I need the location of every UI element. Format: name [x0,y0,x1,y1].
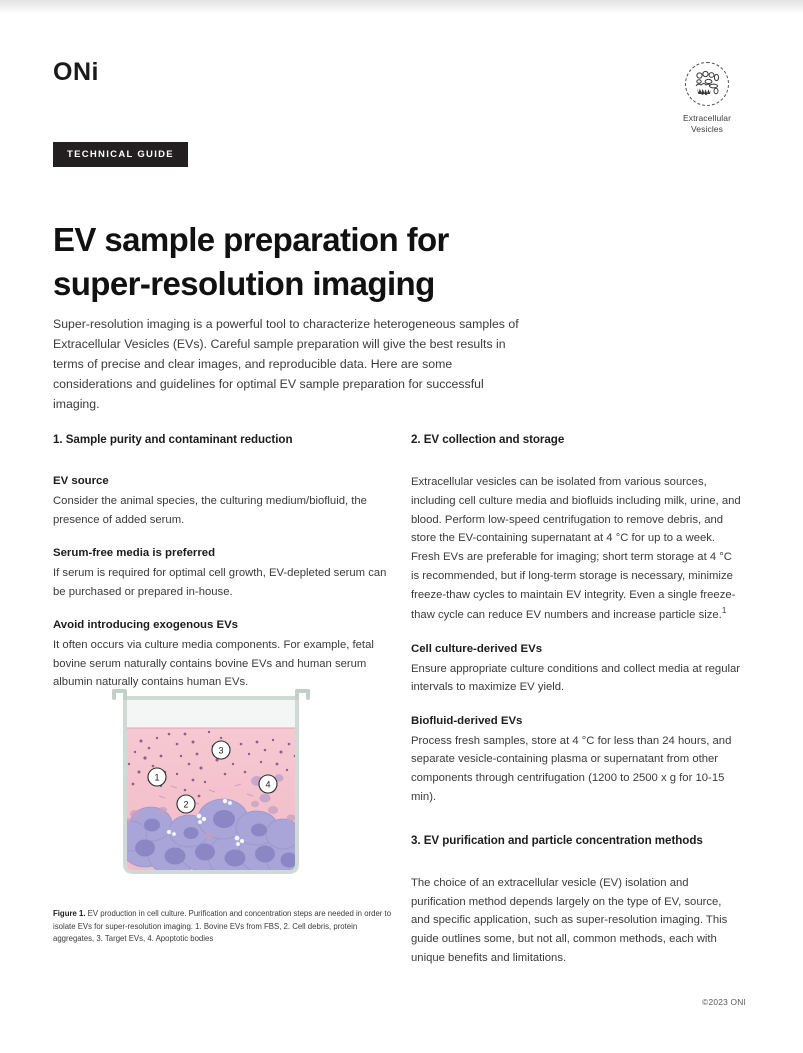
flask-graphic [105,686,317,886]
right-block-1-text: Ensure appropriate culture conditions and collect media at regular intervals to maximize EV yield. [411,662,741,694]
column-spacer [411,823,741,833]
section-1-heading: 1. Sample purity and contaminant reduction [53,433,293,446]
vesicles-glyph [686,63,728,105]
left-block-2-heading: Serum-free media is preferred [53,547,216,560]
ev-badge-caption-line2: Vesicles [691,124,723,135]
right-block-2-text: Process fresh samples, store at 4 °C for less than 24 hours, and separate vesicle-containing plasma or supernatant from other components through centrifugation (1200 to 2500 x g for 10-15 min). [411,734,732,803]
left-block-1-text: Consider the animal species, the culturing medium/biofluid, the presence of added serum. [53,494,367,526]
svg-text:4: 4 [265,779,271,790]
section-3-text: The choice of an extracellular vesicle (EV) isolation and purification method depends largely on the type of EV, source, and specific application, such as super-resolution imaging. This guide outlines some, but not all, common methods, each with unique benefits and limitations. [411,876,728,964]
figure-caption-label: Figure 1. [53,909,86,918]
oni-logo: ONi [53,58,99,86]
page-title-line2: super-resolution imaging [53,264,435,302]
technical-guide-tag: TECHNICAL GUIDE [53,142,188,167]
page-title [53,218,573,306]
svg-text:3: 3 [218,745,224,756]
right-block-2-heading: Biofluid-derived EVs [411,715,523,728]
footnote-marker: 1 [721,606,727,616]
extracellular-vesicles-icon [685,62,729,106]
left-column [53,432,393,708]
extracellular-vesicles-badge [664,62,750,136]
figure-caption [53,908,393,946]
right-block-2 [411,713,741,807]
cell-culture-flask-illustration [105,686,317,891]
left-block-1 [53,473,393,529]
svg-text:2: 2 [183,799,189,810]
left-block-1-heading: EV source [53,475,109,488]
section-2-intro-text [411,473,741,625]
copyright-footer: ©2023 ONI [702,997,746,1007]
left-block-3 [53,617,393,692]
left-block-3-heading: Avoid introducing exogenous EVs [53,619,239,632]
left-block-2-text: If serum is required for optimal cell growth, EV-depleted serum can be purchased or prepared in-house. [53,566,387,598]
svg-text:1: 1 [154,772,160,783]
right-column [411,432,741,984]
section-2-heading: 2. EV collection and storage [411,433,565,446]
intro-paragraph: Super-resolution imaging is a powerful tool to characterize heterogeneous samples of Extracellular Vesicles (EVs). Careful sample preparation will give the best results in terms of precise and clear images, and reproducible data. Here are some considerations and guidelines for optimal EV sample preparation for successful imaging. [53,317,519,411]
figure-caption-text: EV production in cell culture. Purification and concentration steps are needed in order to isolate EVs for super-resolution imaging. 1. Bovine EVs from FBS, 2. Cell debris, protein aggregates, 3. Target EVs, 4. Apoptotic bodies [53,909,392,944]
figure-1 [53,686,393,954]
page-top-strip [0,0,803,14]
left-block-2 [53,545,393,601]
ev-badge-caption-line1: Extracellular [682,113,732,123]
section-3-heading: 3. EV purification and particle concentration methods [411,833,703,847]
ev-badge-caption [664,113,750,136]
page-title-line1: EV sample preparation for [53,221,449,259]
right-block-1-heading: Cell culture-derived EVs [411,642,543,655]
right-block-1 [411,641,741,697]
section-2-intro-body: Extracellular vesicles can be isolated from various sources, including cell culture media and biofluids including milk, urine, and blood. Perform low-speed centrifugation to remove debris, and store the EV-containing supernatant at 4 °C for up to a week. Fresh EVs are preferable for imaging; short term storage at 4 °C is recommended, but if long-term storage is necessary, minimize freeze-thaw cycles to maintain EV integrity. Even a single freeze-thaw cycle can reduce EV numbers and increase particle size. [411,476,741,622]
left-block-3-text: It often occurs via culture media components. For example, fetal bovine serum naturally contains bovine EVs and human serum albumin naturally contains human EVs. [53,638,374,689]
